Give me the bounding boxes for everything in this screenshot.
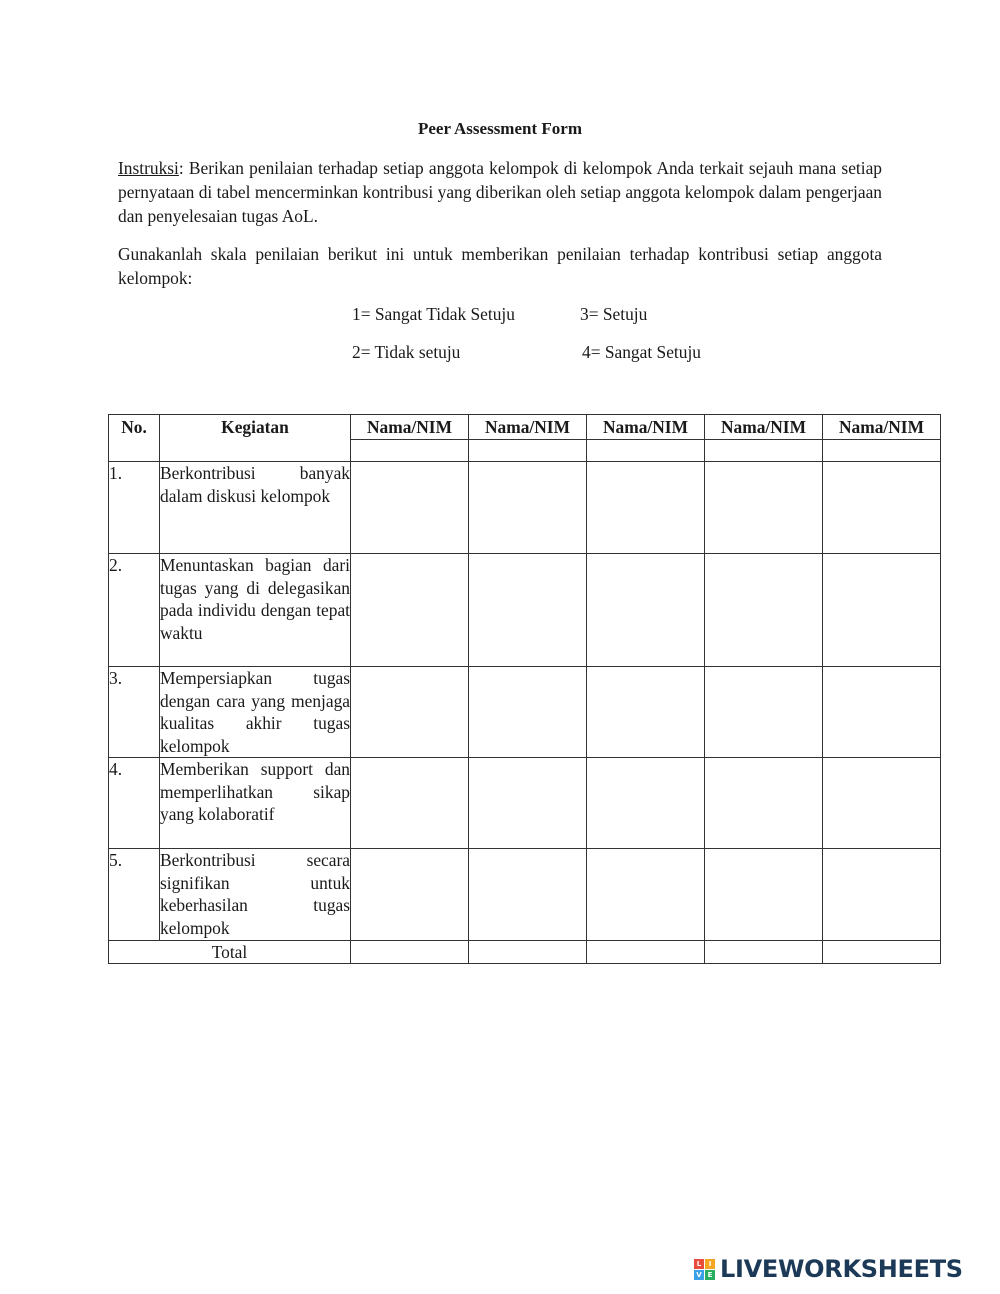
score-cell[interactable]: [823, 554, 941, 667]
form-title: Peer Assessment Form: [418, 119, 582, 138]
score-cell[interactable]: [823, 462, 941, 554]
liveworksheets-mark-icon: [694, 1259, 715, 1280]
score-cell[interactable]: [705, 849, 823, 941]
score-cell[interactable]: [351, 849, 469, 941]
score-cell[interactable]: [705, 758, 823, 849]
total-cell[interactable]: [587, 941, 705, 964]
score-cell[interactable]: [823, 758, 941, 849]
mark-letter: I: [705, 1259, 715, 1269]
header-member-5: Nama/NIM: [823, 415, 941, 440]
row-number: 2.: [109, 554, 160, 667]
table-row: [109, 667, 941, 758]
score-cell[interactable]: [351, 462, 469, 554]
instructions-text: : Berikan penilaian terhadap setiap anggota kelompok di kelompok Anda terkait sejauh mana setiap pernyataan di tabel mencerminkan kontribusi yang diberikan oleh setiap anggota kelompok dalam pengerjaan dan penyelesaian tugas AoL.: [118, 158, 882, 226]
scale-item-2: 2= Tidak setuju: [352, 342, 461, 362]
activity-text: Berkontribusi banyak dalam diskusi kelompok: [160, 462, 351, 554]
score-cell[interactable]: [469, 667, 587, 758]
score-cell[interactable]: [705, 554, 823, 667]
total-cell[interactable]: [351, 941, 469, 964]
activity-text: Menuntaskan bagian dari tugas yang di delegasikan pada individu dengan tepat waktu: [160, 554, 351, 667]
scale-item-4: 4= Sangat Setuju: [582, 342, 701, 362]
total-cell[interactable]: [469, 941, 587, 964]
score-cell[interactable]: [587, 849, 705, 941]
score-cell[interactable]: [823, 667, 941, 758]
total-label: Total: [109, 941, 351, 964]
score-cell[interactable]: [351, 667, 469, 758]
activity-text: Berkontribusi secara signifikan untuk keberhasilan tugas kelompok: [160, 849, 351, 941]
score-cell[interactable]: [351, 758, 469, 849]
member-name-input-4[interactable]: [705, 440, 823, 462]
instructions-label: Instruksi: [118, 158, 179, 178]
member-name-input-2[interactable]: [469, 440, 587, 462]
assessment-table: [108, 414, 941, 964]
mark-letter: V: [694, 1270, 704, 1280]
activity-text: Mempersiapkan tugas dengan cara yang menjaga kualitas akhir tugas kelompok: [160, 668, 350, 756]
score-cell[interactable]: [587, 758, 705, 849]
total-cell[interactable]: [823, 941, 941, 964]
score-cell[interactable]: [823, 849, 941, 941]
header-member-4: Nama/NIM: [705, 415, 823, 440]
header-member-3: Nama/NIM: [587, 415, 705, 440]
score-cell[interactable]: [469, 462, 587, 554]
score-cell[interactable]: [469, 758, 587, 849]
score-cell[interactable]: [587, 462, 705, 554]
score-cell[interactable]: [587, 667, 705, 758]
total-cell[interactable]: [705, 941, 823, 964]
member-name-input-1[interactable]: [351, 440, 469, 462]
row-number: 5.: [109, 849, 160, 941]
liveworksheets-brand: LIVEWORKSHEETS: [720, 1255, 963, 1283]
header-no: No.: [109, 415, 160, 462]
score-cell[interactable]: [705, 462, 823, 554]
scale-item-1: 1= Sangat Tidak Setuju: [352, 304, 515, 324]
mark-letter: E: [705, 1270, 715, 1280]
header-member-2: Nama/NIM: [469, 415, 587, 440]
mark-letter: L: [694, 1259, 704, 1269]
activity-text: Memberikan support dan memperlihatkan sikap yang kolaboratif: [160, 758, 351, 849]
score-cell[interactable]: [469, 554, 587, 667]
table-row: [109, 462, 941, 554]
row-number: 3.: [109, 667, 160, 758]
score-cell[interactable]: [469, 849, 587, 941]
score-cell[interactable]: [351, 554, 469, 667]
header-member-1: Nama/NIM: [351, 415, 469, 440]
liveworksheets-logo: [694, 1255, 963, 1283]
table-row: [109, 758, 941, 849]
scale-item-3: 3= Setuju: [580, 304, 648, 324]
table-row: [109, 554, 941, 667]
score-cell[interactable]: [587, 554, 705, 667]
score-cell[interactable]: [705, 667, 823, 758]
member-name-input-3[interactable]: [587, 440, 705, 462]
scale-intro: Gunakanlah skala penilaian berikut ini untuk memberikan penilaian terhadap kontribusi setiap anggota kelompok:: [118, 244, 882, 288]
table-row: [109, 849, 941, 941]
row-number: 1.: [109, 462, 160, 554]
total-row: [109, 941, 941, 964]
header-kegiatan: Kegiatan: [160, 415, 351, 462]
row-number: 4.: [109, 758, 160, 849]
instructions-paragraph: [118, 156, 882, 228]
member-name-input-5[interactable]: [823, 440, 941, 462]
